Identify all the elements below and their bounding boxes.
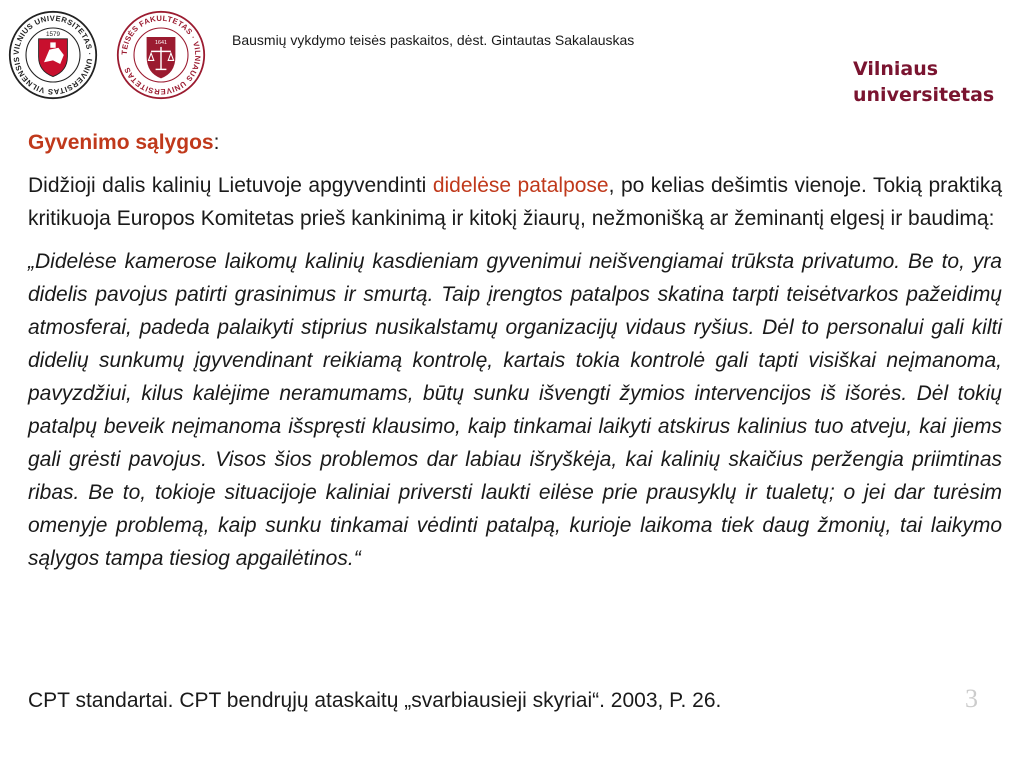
intro-highlight: didelėse patalpose [432,174,609,197]
intro-part-1: Didžioji dalis kalinių Lietuvoje apgyvendinti [28,174,433,197]
svg-text:TEISĖS FAKULTETAS · VILNIAUS U: TEISĖS FAKULTETAS · VILNIAUS UNIVERSITETAS [119,13,203,97]
brand-line-1: Vilniaus [853,58,939,80]
course-title: Bausmių vykdymo teisės paskaitos, dėst. Gintautas Sakalauskas [232,32,635,48]
heading-text: Gyvenimo sąlygos [28,131,214,154]
quote-paragraph: „Didelėse kamerose laikomų kalinių kasdieniam gyvenimui neišvengiamai trūksta privatumo. Be to, yra didelis pavojus patirti grasinimus ir smurtą. Taip įrengtos patalpos skatina tarpti teisėtvarkos pažeidimų atmosferai, padeda palaikyti stiprius nusikalstamų organizacijų vidaus ryšius. Dėl to personalui gali kilti didelių sunkumų įgyvendinant reikiamą kontrolę, kartais tokia kontrolė gali tapti visiškai neįmanoma, pavyzdžiui, kilus kalėjime neramumams, būtų sunku išvengti žymios intervencijos iš išorės. Dėl tokių patalpų beveik neįmanoma išspręsti klausimo, kaip tinkamai laikyti atskirus kalinius tuo atveju, kai jiems gali grėsti pavojus. Visos šios problemos dar labiau išryškėja, kai kalinių skaičius peržengia priimtinas ribas. Be to, tokioje situacijoje kaliniai priversti laukti eilėse prie prausyklų ir tualetų; o jei dar turėsim omenyje problemą, kaip sunku tinkamai vėdinti patalpą, kurioje laikoma tiek daug žmonių, tai laikymo sąlygos tampa tiesiog apgailėtinos.“ [28,250,1002,570]
page-number: 3 [965,684,978,713]
law-faculty-seal [116,10,206,100]
vu-seal-icon [8,10,98,100]
citation: CPT standartai. CPT bendrųjų ataskaitų „svarbiausieji skyriai“. 2003, P. 26. [28,689,722,712]
law-seal-year: 1641 [155,40,167,47]
law-seal-icon [116,10,206,100]
heading-colon: : [213,131,220,154]
intro-part-2: , po kelias dešimtis vienoje. Tokią praktiką kritikuoja Europos Komitetas prieš kankinimą ir kitokį žiaurų, nežmonišką ar žeminantį elgesį ir baudimą: [28,174,1002,230]
vilnius-university-seal [8,10,98,100]
vu-seal-year: 1579 [45,31,61,39]
brand-line-2: universitetas [853,84,995,106]
svg-text:VILNIUS UNIVERSITETAS · UNIVER: VILNIUS UNIVERSITETAS · UNIVERSITAS VILNENSIS [11,13,95,97]
slide-heading [28,126,1002,159]
intro-paragraph [28,169,1002,235]
slide-content [28,126,1002,575]
university-brand [853,56,994,108]
